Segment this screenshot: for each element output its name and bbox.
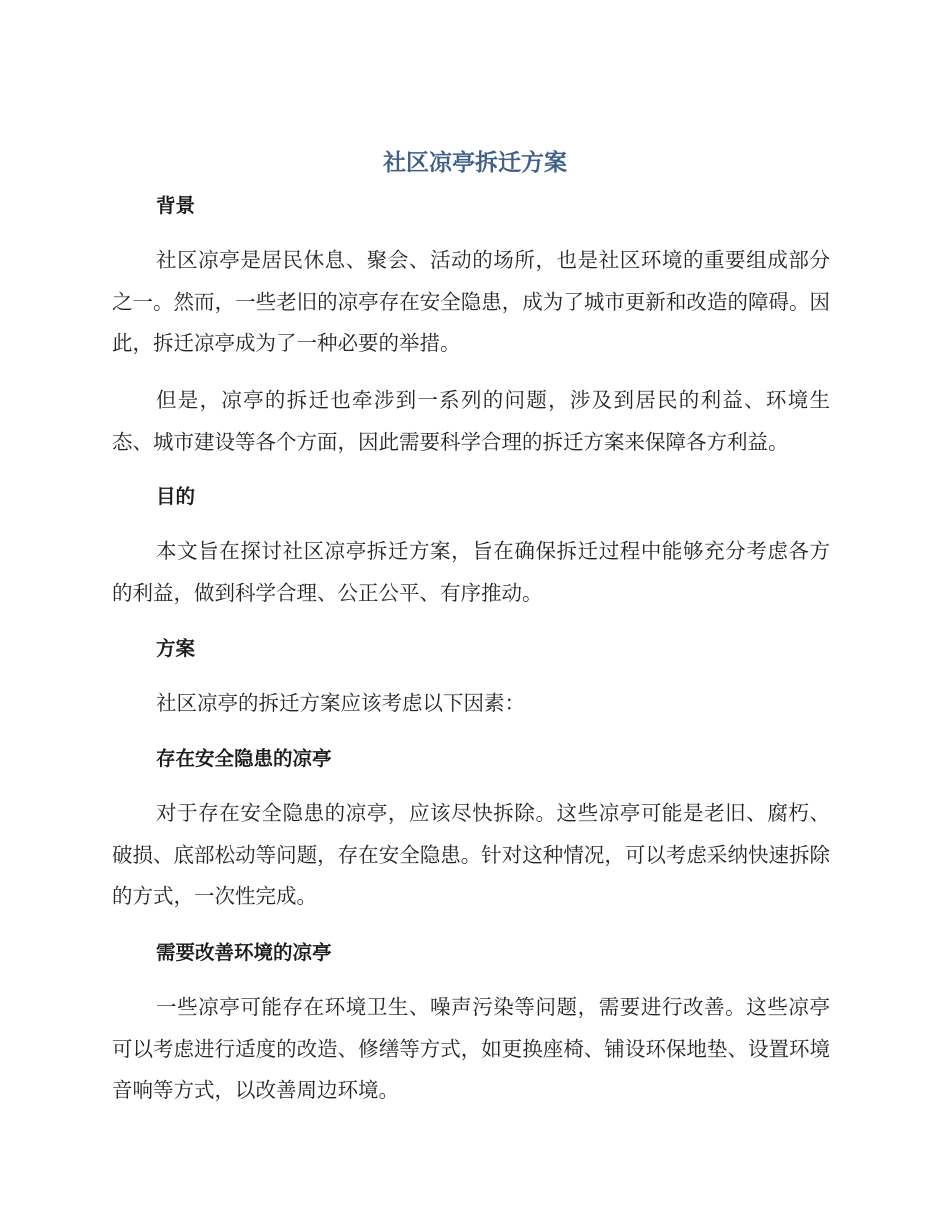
unsafe-pavilions-paragraph: 对于存在安全隐患的凉亭，应该尽快拆除。这些凉亭可能是老旧、腐朽、破损、底部松动等问题，存在安全隐患。针对这种情况，可以考虑采纳快速拆除的方式，一次性完成。 [112,801,830,908]
document-title: 社区凉亭拆迁方案 [383,150,567,176]
section-heading-background: 背景 [156,194,196,217]
plan-paragraph: 社区凉亭的拆迁方案应该考虑以下因素： [156,691,525,715]
section-heading-purpose: 目的 [156,485,196,508]
section-heading-unsafe-pavilions: 存在安全隐患的凉亭 [156,747,332,770]
section-heading-plan: 方案 [156,637,196,660]
background-paragraph-1: 社区凉亭是居民休息、聚会、活动的场所，也是社区环境的重要组成部分之一。然而，一些老旧的凉亭存在安全隐患，成为了城市更新和改造的障碍。因此，拆迁凉亭成为了一种必要的举措。 [112,248,830,355]
section-heading-environment-pavilions: 需要改善环境的凉亭 [156,941,332,964]
background-paragraph-2: 但是，凉亭的拆迁也牵涉到一系列的问题，涉及到居民的利益、环境生态、城市建设等各个方面，因此需要科学合理的拆迁方案来保障各方利益。 [112,388,830,454]
environment-pavilions-paragraph: 一些凉亭可能存在环境卫生、噪声污染等问题，需要进行改善。这些凉亭可以考虑进行适度的改造、修缮等方式，如更换座椅、铺设环保地垫、设置环境音响等方式，以改善周边环境。 [112,995,830,1102]
purpose-paragraph: 本文旨在探讨社区凉亭拆迁方案，旨在确保拆迁过程中能够充分考虑各方的利益，做到科学合理、公正公平、有序推动。 [112,539,830,605]
